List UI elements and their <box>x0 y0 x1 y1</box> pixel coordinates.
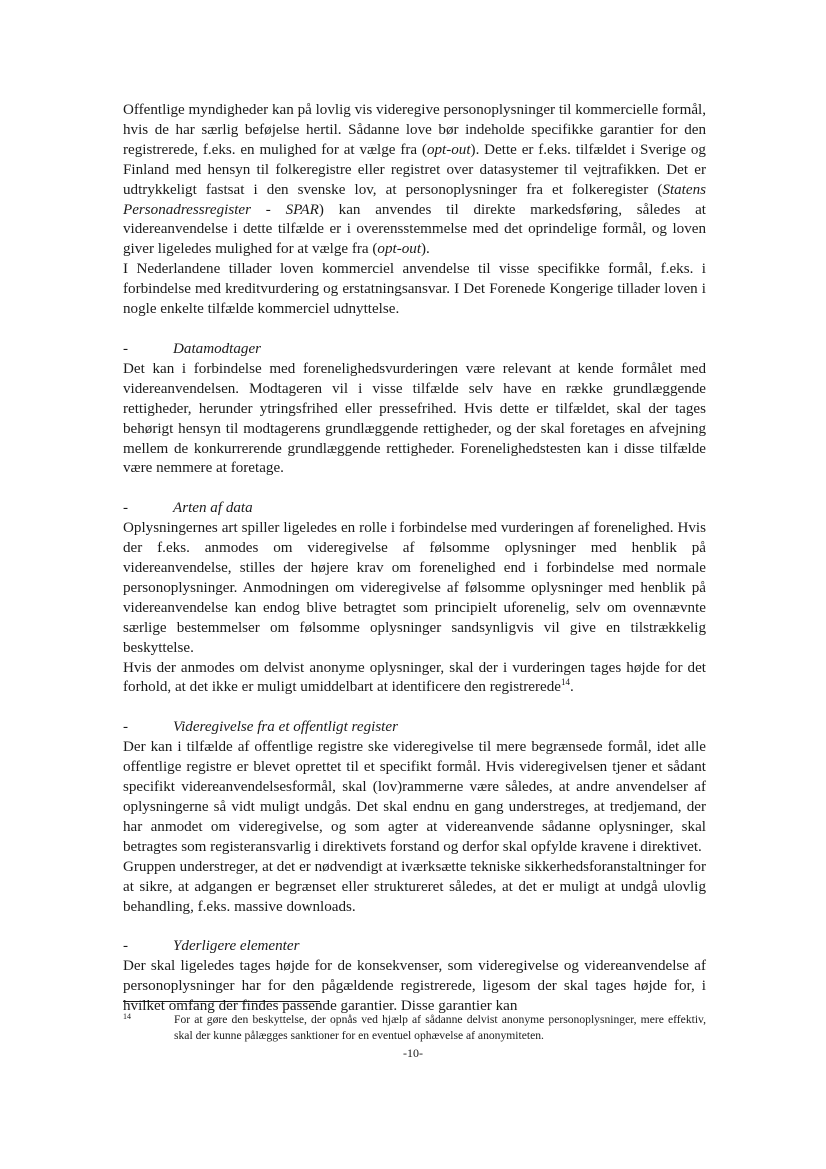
footnote <box>123 1012 706 1044</box>
list-dash: - <box>123 719 129 736</box>
section-paragraph: Der skal ligeledes tages højde for de konsekvenser, som videregivelse og videreanvendelse af personoplysninger har for den pågældende registrerede, ligesom der skal tages højde for, i hvilket omfang der findes passende garantier. Disse garantier kan <box>123 958 706 1015</box>
footnote-reference: 14 <box>560 677 570 688</box>
spar-term: Statens Personadressregister - SPAR <box>123 181 706 218</box>
spacer <box>123 698 706 718</box>
section-heading-videregivelse <box>123 718 706 738</box>
page-number: -10- <box>403 1046 423 1060</box>
opt-out-term: opt-out <box>426 141 471 158</box>
opt-out-term: opt-out <box>377 241 422 258</box>
footnote-divider <box>123 1001 320 1002</box>
section-paragraph: Det kan i forbindelse med forenelighedsvurderingen være relevant at kende formålet med videreanvendelsen. Modtageren vil i visse tilfælde selv have en række grundlæggende rettigheder, herunder ytringsfrihed eller pressefrihed. Hvis dette er tilfældet, skal der tages behørigt hensyn til modtagerens grundlæggende rettigheder, og der skal foretages en afvejning mellem de konkurrerende grundlæggende rettigheder. Forenelighedstesten kan i disse tilfælde være nemmere at foretage. <box>123 360 706 477</box>
section-heading-yderligere-elementer <box>123 937 706 957</box>
section-paragraph: Der kan i tilfælde af offentlige registre ske videregivelse til mere begrænsede formål, idet alle offentlige registre er blevet oprettet til et specifikt formål. Hvis videregivelsen tjener et sådant specifikt videreanvendelsesformål, skal (lov)rammerne være således, at andre anvendelser af oplysningerne så vidt muligt undgås. Det skal endnu en gang understreges, at tredjemand, der har anmodet om videregivelse, og som agter at videreanvende sådanne oplysninger, skal betragtes som registeransvarlig i direktivets forstand og derfor skal opfylde kravene i direktivet. <box>123 739 706 855</box>
section-heading-arten-af-data <box>123 499 706 519</box>
section-heading-datamodtager <box>123 340 706 360</box>
intro-paragraph-2: I Nederlandene tillader loven kommerciel anvendelse til visse specifikke formål, f.eks. i forbindelse med kreditvurdering og erstatningsansvar. I Det Forenede Kongerige tillader loven i nogle enkelte tilfælde kommerciel udnyttelse. <box>123 261 706 318</box>
section-paragraph: Gruppen understreger, at det er nødvendigt at iværksætte tekniske sikkerhedsforanstaltninger for at sikre, at adgangen er begrænset eller struktureret således, at det er muligt at undgå ulovlig behandling, f.eks. massive downloads. <box>123 858 706 915</box>
section-title: Videregivelse fra et offentligt register <box>173 719 398 736</box>
section-paragraph: Hvis der anmodes om delvist anonyme oplysninger, skal der i vurderingen tages højde for det forhold, at det ikke er muligt umiddelbart at identificere den registrerede$^{14}$. <box>123 659 706 696</box>
body-text <box>123 101 706 1017</box>
intro-paragraph-1: Offentlige myndigheder kan på lovlig vis videregive personoplysninger til kommercielle formål, hvis de har særlig beføjelse hertil. Sådanne love bør indeholde specifikke garantier for den registrerede, f.eks. en mulighed for at vælge fra (opt-out). Dette er f.eks. tilfældet i Sverige og Finland med hensyn til folkeregistre eller registret over datasystemer til vejtrafikken. Det er udtrykkeligt fastsat i den svenske lov, at personoplysninger fra et folkeregister (Statens Personadressregister - SPAR) kan anvendes til direkte markedsføring, således at videreanvendelse i dette tilfælde er i overensstemmelse med det oprindelige formål, og loven giver ligeledes mulighed for at vælge fra (opt-out). <box>123 102 706 258</box>
footnote-text: For at gøre den beskyttelse, der opnås ved hjælp af sådanne delvist anonyme personoplysninger, mere effektiv, skal der kunne pålægges sanktioner for en eventuel ophævelse af anonymiteten. <box>174 1013 706 1042</box>
spacer <box>123 479 706 499</box>
spacer <box>123 917 706 937</box>
section-title: Datamodtager <box>173 340 262 357</box>
list-dash: - <box>123 938 129 955</box>
footnote-mark: 14 <box>123 1012 131 1021</box>
list-dash: - <box>123 340 129 357</box>
section-title: Arten af data <box>173 500 253 517</box>
list-dash: - <box>123 500 129 517</box>
section-title: Yderligere elementer <box>173 938 300 955</box>
section-paragraph: Oplysningernes art spiller ligeledes en rolle i forbindelse med vurderingen af forenelighed. Hvis der f.eks. anmodes om videregivelse af følsomme oplysninger med henblik på videreanvendelse, stilles der højere krav om forenelighed end i forbindelse med normale personoplysninger. Anmodningen om videregivelse af følsomme oplysninger med henblik på videreanvendelse kan endog blive betragtet som principielt uforenelig, selv om ovennævnte særlige bestemmelser om følsomme oplysninger sandsynligvis vil give en tilstrækkelig beskyttelse. <box>123 520 706 656</box>
spacer <box>123 320 706 340</box>
